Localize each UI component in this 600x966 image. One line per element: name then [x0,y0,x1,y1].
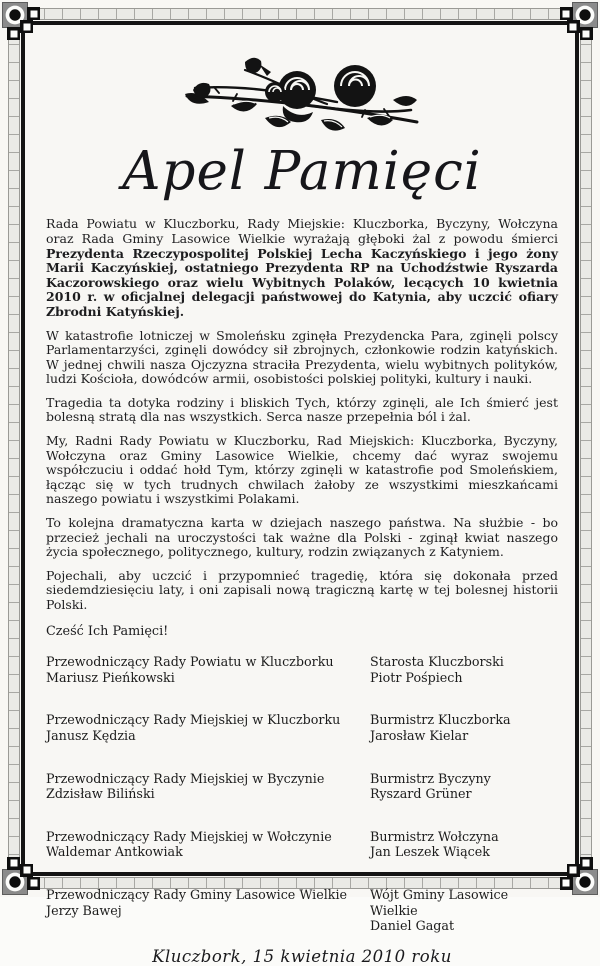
paragraph-intro-normal: Rada Powiatu w Kluczborku, Rady Miejskie: Kluczborka, Byczyny, Wołczyna oraz Rada Gminy Lasowice Wielkie wyrażają głęboki żal z powodu śmierci [46,216,558,246]
paragraph-intro-bold: Prezydenta Rzeczypospolitej Polskiej Lecha Kaczyńskiego i jego żony Marii Kaczyńskiej, ostatniego Prezydenta RP na Uchodźstwie Ryszarda Kaczorowskiego oraz wielu Wybitnych Polaków, lecących 10 kwietnia 2010 r. w oficjalnej delegacji państwowej do Katynia, aby uczcić ofiary Zbrodni Katyńskiej. [46,245,558,319]
signature-name: Zdzisław Biliński [46,786,155,802]
rose-illustration-wrap [46,44,558,140]
signature-name: Jerzy Bawej [46,902,122,918]
signature-title: Burmistrz Byczyny [370,770,491,786]
signature-title: Przewodniczący Rady Miejskiej w Kluczborku [46,712,341,728]
signature-title: Przewodniczący Rady Powiatu w Kluczborku [46,654,334,670]
signature-right-3 [370,771,558,802]
signature-title: Wójt Gminy Lasowice Wielkie [370,886,509,918]
border-band-right [580,8,592,889]
corner-ornament-icon [1,850,47,896]
signature-left-4 [46,829,370,860]
signature-name: Jarosław Kielar [370,727,469,743]
border-band-left [8,8,20,889]
signature-left-2 [46,712,370,743]
signature-right-1 [370,654,558,685]
paragraph-intro [46,217,558,319]
corner-ornament-icon [1,1,47,47]
document-content [46,44,558,966]
corner-ornament-icon [553,1,599,47]
rose-spray-icon [179,44,425,136]
signature-left-1 [46,654,370,685]
signature-name: Jan Leszek Wiącek [370,844,490,860]
signature-name: Daniel Gagat [370,918,455,934]
paragraph-catastrophe: W katastrofie lotniczej w Smoleńsku zginęła Prezydencka Para, zginęli polscy Parlamentarzyści, zginęli dowódcy sił zbrojnych, członkowie rodzin katyńskich. W jednej chwili nasza Ojczyzna straciła Prezydenta, wielu wybitnych polityków, ludzi Kościoła, dowódców armii, osobistości polskiej polityki, kultury i nauki. [46,327,558,387]
signature-left-3 [46,771,370,802]
signature-title: Przewodniczący Rady Miejskiej w Byczynie [46,770,325,786]
signature-title: Przewodniczący Rady Gminy Lasowice Wielkie [46,886,348,902]
signature-name: Janusz Kędzia [46,727,136,743]
signature-left-5 [46,887,370,934]
signature-right-2 [370,712,558,743]
border-band-top [8,8,592,20]
signature-right-5 [370,887,558,934]
signature-title: Przewodniczący Rady Miejskiej w Wołczynie [46,828,332,844]
signature-name: Piotr Pośpiech [370,669,463,685]
corner-ornament-icon [553,850,599,896]
signature-name: Waldemar Antkowiak [46,844,183,860]
paragraph-condolences: My, Radni Rady Powiatu w Kluczborku, Rad Miejskich: Kluczborka, Byczyny, Wołczyna oraz Gminy Lasowice Wielkie, chcemy dać wyraz swojemu współczuciu i oddać hołd Tym, którzy zginęli w katastrofie pod Smoleńskiem, łącząc się w tych trudnych chwilach żałoby ze wszystkimi mieszkańcami naszego powiatu i wszystkimi Polakami. [46,433,558,507]
dateline: Kluczbork, 15 kwietnia 2010 roku [152,946,452,966]
paragraph-remembrance: Pojechali, aby uczcić i przypomnieć tragedię, która się dokonała przed siedemdziesięciu laty, i oni zapisali nową tragiczną kartę w tej bolesnej historii Polski. [46,567,558,613]
signature-title: Starosta Kluczborski [370,654,504,670]
page-title: Apel Pamięci [122,141,482,202]
signature-right-4 [370,829,558,860]
signature-name: Ryszard Grüner [370,786,472,802]
paragraph-tragedy: Tragedia ta dotyka rodziny i bliskich Tych, którzy zginęli, ale Ich śmierć jest bolesną stratą dla nas wszystkich. Serca nasze przepełnia ból i żal. [46,394,558,425]
signature-title: Burmistrz Kluczborka [370,712,511,728]
signature-name: Mariusz Pieńkowski [46,669,175,685]
paragraph-honor: Cześć Ich Pamięci! [46,623,169,639]
paragraph-history: To kolejna dramatyczna karta w dziejach naszego państwa. Na służbie - bo przecież jechali na uroczystości tak ważne dla Polski - zginął kwiat naszego życia społecznego, politycznego, kultury, rodzin związanych z Katyniem. [46,515,558,560]
signature-title: Burmistrz Wołczyna [370,828,499,844]
signature-grid [46,654,558,934]
